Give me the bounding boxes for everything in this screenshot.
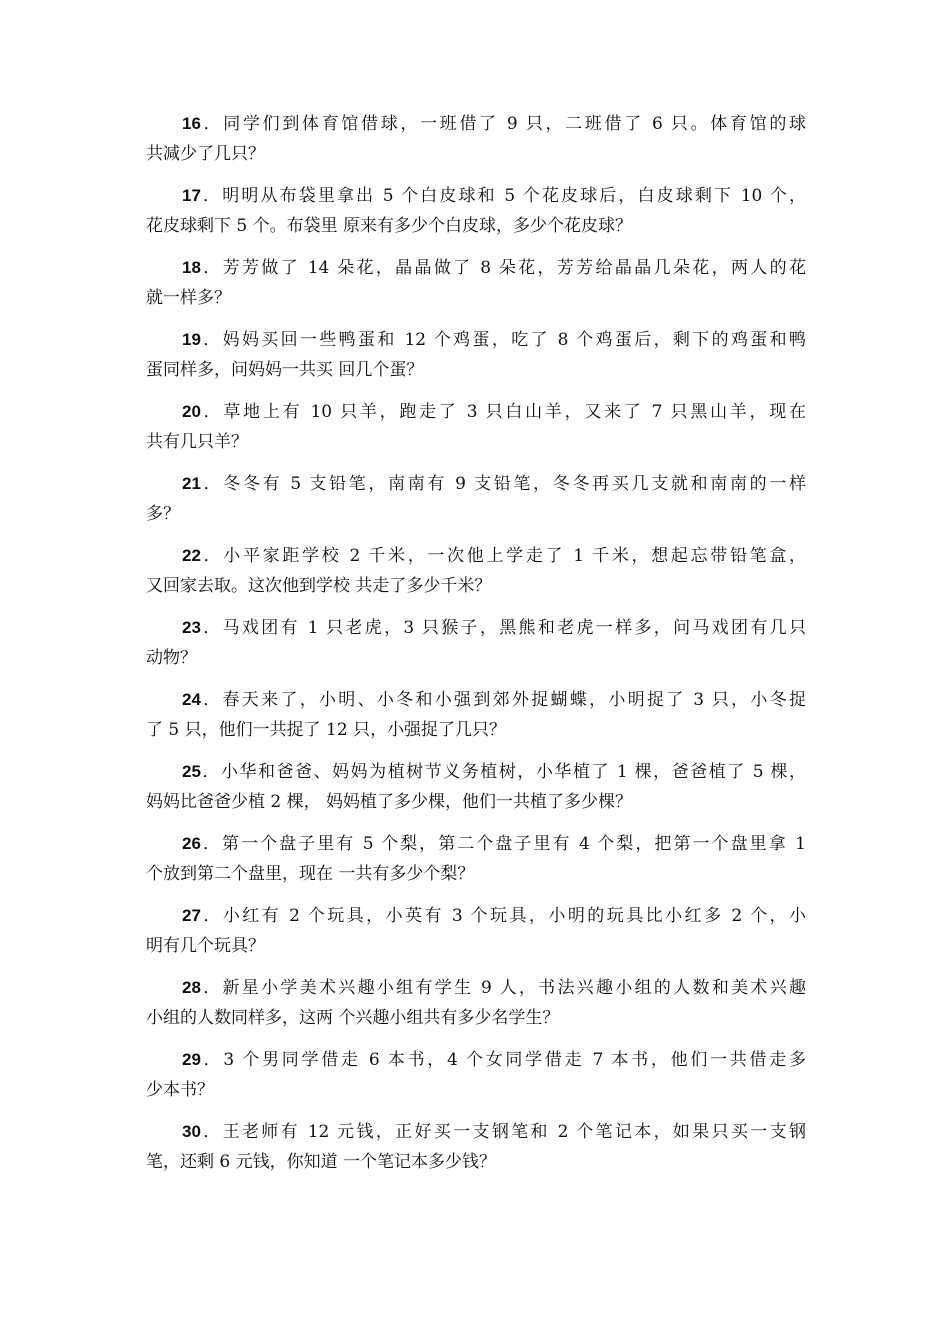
problem-line [182,256,806,280]
problem-text: 个放到第二个盘里，现在 一共有多少个梨？ [146,864,475,884]
problem-line [182,976,806,1000]
problem-text: 共减少了几只？ [146,144,265,164]
problem-number: 20 [182,402,201,421]
problem-text: ．冬冬有 5 支铅笔，南南有 9 支铅笔，冬冬再买几支就和南南的一样 [200,474,806,494]
problem-text: ．同学们到体育馆借球，一班借了 9 只，二班借了 6 只。体育馆的球 [200,114,806,134]
problem-text: ．小平家距学校 2 千米，一次他上学走了 1 千米，想起忘带铅笔盒， [200,546,806,566]
problem-text: 小组的人数同样多，这两 个兴趣小组共有多少名学生？ [146,1008,560,1028]
problem-line [146,646,806,670]
problem-number: 17 [182,186,201,205]
problem-text: 共有几只羊？ [146,432,248,452]
problem-line [182,184,806,208]
problem-line [146,1078,806,1102]
problem-line [182,616,806,640]
problem-number: 26 [182,834,201,853]
problem-line [182,112,806,136]
problem-line [146,1150,806,1174]
problem-line [182,688,806,712]
problem-line [146,934,806,958]
problem-text: 就一样多？ [146,288,231,308]
problem-number: 25 [182,762,201,781]
problem-text: 花皮球剩下 5 个。布袋里 原来有多少个白皮球，多少个花皮球？ [146,216,633,236]
problem-line [182,544,806,568]
problem-number: 21 [182,474,201,493]
problem-text: ．王老师有 12 元钱，正好买一支钢笔和 2 个笔记本，如果只买一支钢 [200,1122,806,1142]
problem-line [182,760,806,784]
problem-line [146,574,806,598]
problem-number: 22 [182,546,201,565]
problem-number: 28 [182,978,201,997]
problem-line [146,142,806,166]
problem-number: 24 [182,690,201,709]
problem-line [182,1048,806,1072]
problem-text: 笔，还剩 6 元钱，你知道 一个笔记本多少钱？ [146,1152,497,1172]
problem-text: 又回家去取。这次他到学校 共走了多少千米？ [146,576,492,596]
problem-text: ．第一个盘子里有 5 个梨，第二个盘子里有 4 个梨，把第一个盘里拿 1 [200,834,806,854]
problem-number: 16 [182,114,201,133]
problem-line [146,214,806,238]
problem-text: 了 5 只，他们一共捉了 12 只，小强捉了几只？ [146,720,507,740]
problem-number: 29 [182,1050,201,1069]
problem-text: 妈妈比爸爸少植 2 棵， 妈妈植了多少棵，他们一共植了多少棵？ [146,792,633,812]
problem-line [182,328,806,352]
problem-text: ．3 个男同学借走 6 本书，4 个女同学借走 7 本书，他们一共借走多 [200,1050,806,1070]
problem-text: ．芳芳做了 14 朵花，晶晶做了 8 朵花，芳芳给晶晶几朵花，两人的花 [200,258,806,278]
problem-number: 18 [182,258,201,277]
problem-line [146,286,806,310]
problem-number: 23 [182,618,201,637]
problem-line [146,1006,806,1030]
problem-text: ．马戏团有 1 只老虎，3 只猴子，黑熊和老虎一样多，问马戏团有几只 [200,618,806,638]
problem-number: 19 [182,330,201,349]
problem-text: ．妈妈买回一些鸭蛋和 12 个鸡蛋，吃了 8 个鸡蛋后，剩下的鸡蛋和鸭 [200,330,806,350]
problem-text: 蛋同样多，问妈妈一共买 回几个蛋？ [146,360,424,380]
problem-line [146,790,806,814]
problem-text: ．小红有 2 个玩具，小英有 3 个玩具，小明的玩具比小红多 2 个，小 [200,906,806,926]
problem-line [182,400,806,424]
problem-text: ．小华和爸爸、妈妈为植树节义务植树，小华植了 1 棵，爸爸植了 5 棵， [200,762,806,782]
problem-number: 30 [182,1122,201,1141]
problem-number: 27 [182,906,201,925]
problem-text: ．春天来了，小明、小冬和小强到郊外捉蝴蝶，小明捉了 3 只，小冬捉 [200,690,806,710]
problem-text: 明有几个玩具？ [146,936,265,956]
problem-text: ．明明从布袋里拿出 5 个白皮球和 5 个花皮球后，白皮球剩下 10 个， [200,186,806,206]
problem-line [182,904,806,928]
problem-text: 多？ [146,504,180,524]
problem-line [146,430,806,454]
problem-line [182,832,806,856]
problem-text: 动物？ [146,648,197,668]
problem-line [146,358,806,382]
problem-line [182,472,806,496]
problem-text: ．新星小学美术兴趣小组有学生 9 人，书法兴趣小组的人数和美术兴趣 [200,978,806,998]
problem-line [182,1120,806,1144]
problem-line [146,718,806,742]
problem-line [146,862,806,886]
problem-text: ．草地上有 10 只羊，跑走了 3 只白山羊，又来了 7 只黑山羊，现在 [200,402,806,422]
problem-line [146,502,806,526]
problem-text: 少本书？ [146,1080,214,1100]
